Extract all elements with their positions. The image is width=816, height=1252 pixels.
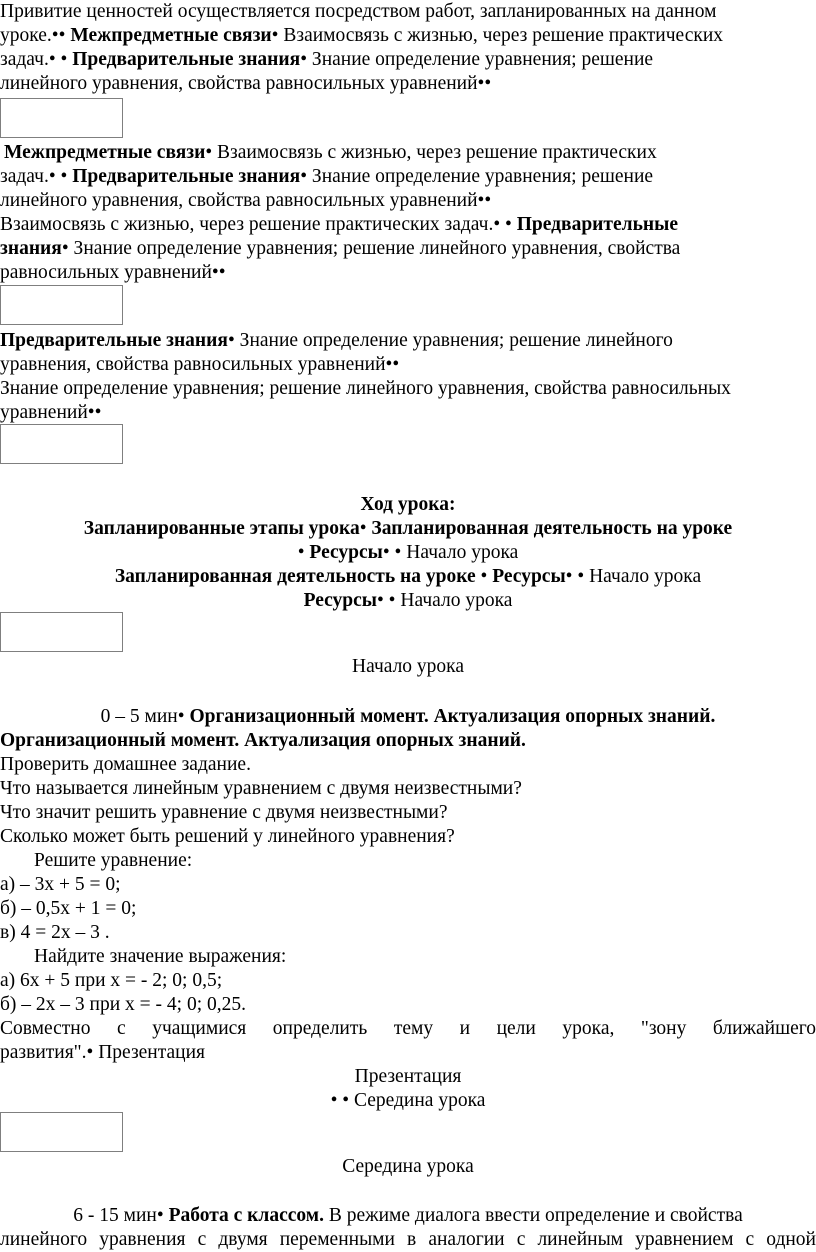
text-line: линейного уравнения, свойства равносильных уравнений•• [0, 73, 492, 94]
text-line: Привитие ценностей осуществляется посредством работ, запланированных на данном [0, 1, 717, 22]
text-line: развития".• Презентация [0, 1042, 205, 1063]
text-line: знания• Знание определение уравнения; решение линейного уравнения, свойства [0, 238, 681, 259]
text-line: а) 6х + 5 при х = - 2; 0; 0,5; [0, 970, 223, 991]
text-line: в) 4 = 2х – 3 . [0, 922, 110, 943]
centered-text-line: 6 - 15 мин• Работа с классом. В режиме диалога ввести определение и свойства [73, 1205, 743, 1226]
text-line: уравнения, свойства равносильных уравнений•• [0, 354, 400, 375]
image-placeholder-box [0, 1112, 123, 1152]
text-line: Найдите значение выражения: [34, 946, 287, 967]
text-line: Предварительные знания• Знание определение уравнения; решение линейного [0, 330, 673, 351]
text-line: б) – 0,5х + 1 = 0; [0, 898, 137, 919]
centered-text-line: • Ресурсы• • Начало урока [297, 542, 519, 563]
text-line: Знание определение уравнения; решение линейного уравнения, свойства равносильных [0, 378, 731, 399]
text-line: задач.• • Предварительные знания• Знание определение уравнения; решение [0, 166, 654, 187]
text-line: Межпредметные связи• Взаимосвязь с жизнью, через решение практических [4, 142, 657, 163]
text-line: Что называется линейным уравнением с двумя неизвестными? [0, 778, 522, 799]
centered-text-line: 0 – 5 мин• Организационный момент. Актуализация опорных знаний. [100, 706, 716, 727]
text-line: Решите уравнение: [34, 850, 193, 871]
text-line: Совместно с учащимися определить тему и цели урока, "зону ближайшего [0, 1018, 816, 1039]
text-line: б) – 2х – 3 при х = - 4; 0; 0,25. [0, 994, 246, 1015]
centered-text-line: Середина урока [342, 1156, 474, 1177]
text-line: а) – 3х + 5 = 0; [0, 874, 121, 895]
text-line: Сколько может быть решений у линейного уравнения? [0, 826, 455, 847]
centered-text-line: Начало урока [351, 656, 465, 677]
image-placeholder-box [0, 424, 123, 464]
text-line: задач.• • Предварительные знания• Знание определение уравнения; решение [0, 49, 654, 70]
text-line: Взаимосвязь с жизнью, через решение практических задач.• • Предварительные [0, 214, 679, 235]
text-line: уравнений•• [0, 402, 102, 423]
text-line: линейного уравнения, свойства равносильных уравнений•• [0, 190, 492, 211]
centered-text-line: Запланированная деятельность на уроке • Ресурсы• • Начало урока [114, 566, 702, 587]
text-line: Что значит решить уравнение с двумя неизвестными? [0, 802, 448, 823]
image-placeholder-box [0, 612, 123, 652]
text-line: линейного уравнения с двумя переменными в аналогии с линейным уравнением с одной [0, 1229, 816, 1250]
image-placeholder-box [0, 98, 123, 138]
centered-text-line: • • Середина урока [330, 1090, 486, 1111]
image-placeholder-box [0, 285, 123, 325]
text-line: равносильных уравнений•• [0, 262, 226, 283]
text-line: уроке.•• Межпредметные связи• Взаимосвязь с жизнью, через решение практических [0, 25, 724, 46]
centered-text-line: Презентация [354, 1066, 462, 1087]
centered-text-line: Запланированные этапы урока• Запланированная деятельность на уроке [83, 518, 733, 539]
centered-text-line: Ход урока: [360, 494, 456, 515]
text-line: Организационный момент. Актуализация опорных знаний. [0, 730, 526, 751]
text-line: Проверить домашнее задание. [0, 754, 251, 775]
centered-text-line: Ресурсы• • Начало урока [303, 590, 513, 611]
